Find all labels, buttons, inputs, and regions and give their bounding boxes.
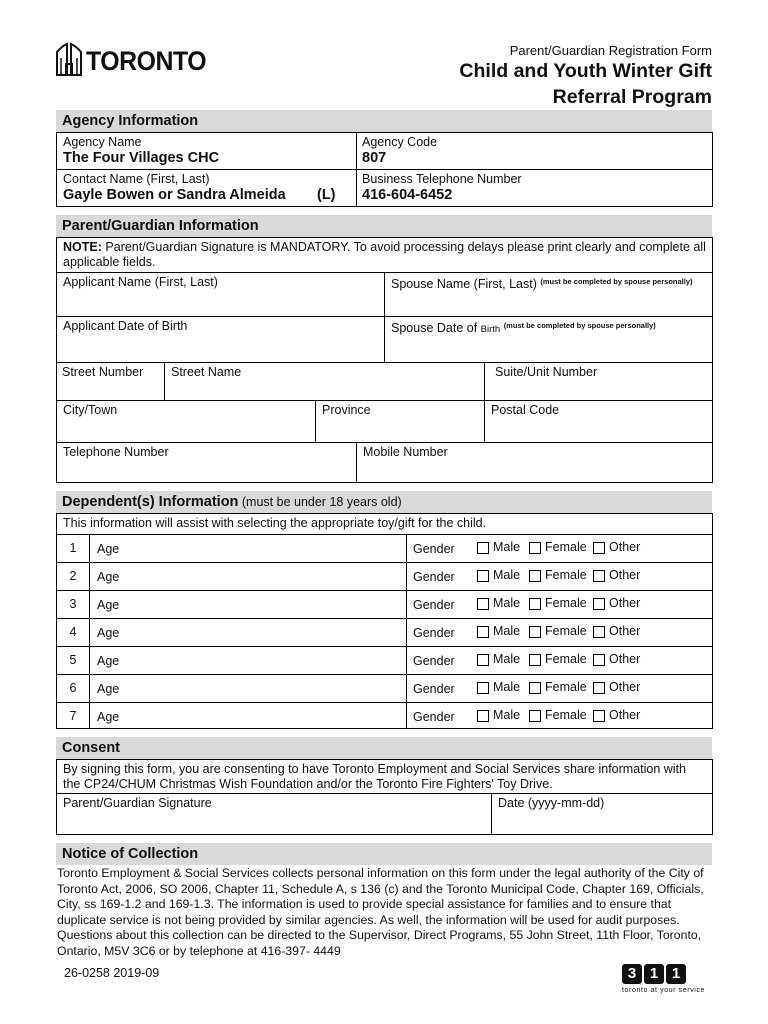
agency-code-value: 807: [362, 150, 387, 166]
postal-code-field[interactable]: Postal Code: [491, 403, 560, 417]
other-checkbox[interactable]: [593, 542, 605, 554]
gender-label: Gender: [413, 570, 455, 584]
mobile-field[interactable]: Mobile Number: [363, 445, 448, 459]
male-checkbox[interactable]: [477, 542, 489, 554]
agency-section-header: Agency Information: [56, 110, 712, 132]
gender-label: Gender: [413, 542, 455, 556]
business-phone-field[interactable]: [356, 170, 712, 207]
dependent-row: [57, 702, 712, 731]
female-option-label: Female: [545, 568, 587, 582]
age-field[interactable]: Age: [97, 598, 120, 612]
dependent-number: 1: [69, 541, 77, 555]
agency-code-field[interactable]: [356, 133, 712, 169]
form-type: Parent/Guardian Registration Form: [509, 43, 712, 58]
mandatory-note: NOTE: Parent/Guardian Signature is MANDATORY. To avoid processing delays please print clearly and complete all applicable fields.: [63, 240, 706, 269]
female-checkbox[interactable]: [529, 682, 541, 694]
notice-section-header: Notice of Collection: [56, 843, 712, 865]
city-hall-icon: [56, 42, 82, 76]
female-option-label: Female: [545, 624, 587, 638]
gender-label: Gender: [413, 654, 455, 668]
male-checkbox[interactable]: [477, 626, 489, 638]
female-option-label: Female: [545, 540, 587, 554]
gender-label: Gender: [413, 598, 455, 612]
age-field[interactable]: Age: [97, 542, 120, 556]
female-option-label: Female: [545, 708, 587, 722]
spouse-name-field[interactable]: Spouse Name (First, Last) $^{(must be completed by spouse personally)}$: [391, 277, 693, 291]
parent-section-header: Parent/Guardian Information: [56, 215, 712, 237]
other-option-label: Other: [609, 596, 641, 610]
dependent-number: 3: [69, 597, 77, 611]
other-option-label: Other: [609, 652, 641, 666]
business-phone-value: 416-604-6452: [362, 187, 453, 203]
dependents-table: [56, 513, 713, 729]
form-code: 26-0258 2019-09: [64, 966, 160, 980]
contact-suffix: (L): [317, 187, 336, 203]
female-checkbox[interactable]: [529, 654, 541, 666]
parent-info-box: [56, 237, 713, 483]
other-checkbox[interactable]: [593, 654, 605, 666]
311-digit: 1: [666, 964, 686, 984]
telephone-field[interactable]: Telephone Number: [63, 445, 169, 459]
female-option-label: Female: [545, 652, 587, 666]
consent-text: By signing this form, you are consenting to have Toronto Employment and Social Services share information with the CP24/CHUM Christmas Wish Foundation and/or the Toronto Fire Fighters' Toy Drive.: [63, 762, 687, 791]
gender-label: Gender: [413, 682, 455, 696]
female-checkbox[interactable]: [529, 598, 541, 610]
male-option-label: Male: [493, 708, 521, 722]
agency-name-label: Agency Name: [63, 135, 142, 149]
contact-name-label: Contact Name (First, Last): [63, 172, 210, 186]
agency-name-value: The Four Villages CHC: [63, 150, 220, 166]
contact-name-field[interactable]: [57, 170, 356, 207]
dependent-row: [57, 534, 712, 563]
other-option-label: Other: [609, 624, 641, 638]
spouse-dob-note: (must be completed by spouse personally): [503, 321, 656, 330]
gender-label: Gender: [413, 626, 455, 640]
age-field[interactable]: Age: [97, 654, 120, 668]
other-option-label: Other: [609, 680, 641, 694]
contact-name-value: Gayle Bowen or Sandra Almeida (L): [63, 187, 336, 203]
title-line-2: Referral Program: [552, 86, 712, 108]
male-option-label: Male: [493, 596, 521, 610]
other-checkbox[interactable]: [593, 626, 605, 638]
other-option-label: Other: [609, 708, 641, 722]
dependents-age-note: (must be under 18 years old): [238, 495, 402, 509]
spouse-name-note: (must be completed by spouse personally): [540, 277, 693, 286]
dependent-row: [57, 674, 712, 703]
applicant-dob-field[interactable]: Applicant Date of Birth: [63, 319, 188, 333]
date-field[interactable]: Date (yyyy-mm-dd): [498, 796, 605, 810]
dependents-section-header: Dependent(s) Information (must be under 18 years old): [56, 491, 712, 513]
dependent-number: 6: [69, 681, 77, 695]
spouse-dob-birth: Birth: [480, 324, 501, 335]
female-option-label: Female: [545, 596, 587, 610]
female-checkbox[interactable]: [529, 542, 541, 554]
dependent-number: 4: [69, 625, 77, 639]
dependent-row: [57, 618, 712, 647]
female-option-label: Female: [545, 680, 587, 694]
dependent-number: 2: [69, 569, 77, 583]
age-field[interactable]: Age: [97, 626, 120, 640]
street-number-field[interactable]: Street Number: [62, 365, 144, 379]
logo-wordmark: TORONTO: [86, 46, 207, 76]
male-checkbox[interactable]: [477, 710, 489, 722]
other-checkbox[interactable]: [593, 710, 605, 722]
311-digit: 3: [622, 964, 642, 984]
age-field[interactable]: Age: [97, 710, 120, 724]
dependents-intro: This information will assist with selecting the appropriate toy/gift for the child.: [63, 516, 487, 530]
female-checkbox[interactable]: [529, 710, 541, 722]
consent-section-header: Consent: [56, 737, 712, 759]
suite-field[interactable]: Suite/Unit Number: [495, 365, 598, 379]
other-option-label: Other: [609, 540, 641, 554]
male-checkbox[interactable]: [477, 654, 489, 666]
toronto-logo: [56, 38, 217, 76]
male-checkbox[interactable]: [477, 598, 489, 610]
male-checkbox[interactable]: [477, 570, 489, 582]
dependent-row: [57, 590, 712, 619]
female-checkbox[interactable]: [529, 570, 541, 582]
male-option-label: Male: [493, 540, 521, 554]
agency-info-box: [56, 132, 713, 207]
dependent-row: [57, 562, 712, 591]
page-title: [459, 58, 712, 110]
applicant-name-field[interactable]: Applicant Name (First, Last): [63, 275, 218, 289]
male-option-label: Male: [493, 652, 521, 666]
gender-label: Gender: [413, 710, 455, 724]
other-checkbox[interactable]: [593, 598, 605, 610]
signature-field[interactable]: Parent/Guardian Signature: [63, 796, 212, 810]
title-line-1: Child and Youth Winter Gift: [459, 60, 712, 82]
female-checkbox[interactable]: [529, 626, 541, 638]
other-checkbox[interactable]: [593, 570, 605, 582]
other-option-label: Other: [609, 568, 641, 582]
street-name-field[interactable]: Street Name: [171, 365, 242, 379]
city-field[interactable]: City/Town: [63, 403, 118, 417]
male-checkbox[interactable]: [477, 682, 489, 694]
311-digit: 1: [644, 964, 664, 984]
other-checkbox[interactable]: [593, 682, 605, 694]
business-phone-label: Business Telephone Number: [362, 172, 522, 186]
dependent-number: 7: [69, 709, 77, 723]
spouse-dob-field[interactable]: Spouse Date of Birth $^{(must be completed by spouse personally)}$: [391, 321, 656, 335]
age-field[interactable]: Age: [97, 682, 120, 696]
agency-name-field[interactable]: [57, 133, 356, 169]
notice-text: Toronto Employment & Social Services collects personal information on this form under the legal authority of the City of Toronto Act, 2006, SO 2006, Chapter 11, Schedule A, s 136 (c) and the Toronto Municipal Code, Chapter 169, Officials, City, ss 169-1.2 and 169-1.3. The information is used to provide special assistance for families and to ensure that duplicate service is not being provided by similar agencies. As well, the information will be used for audit purposes. Questions about this collection can be directed to the Supervisor, Direct Programs, 55 John Street, 11th Floor, Toronto, Ontario, M5V 3C6 or by telephone at 416-397- 4449: [57, 866, 704, 958]
311-tagline: toronto at your service: [622, 987, 706, 994]
male-option-label: Male: [493, 680, 521, 694]
male-option-label: Male: [493, 568, 521, 582]
agency-code-label: Agency Code: [362, 135, 438, 149]
dependent-number: 5: [69, 653, 77, 667]
male-option-label: Male: [493, 624, 521, 638]
age-field[interactable]: Age: [97, 570, 120, 584]
province-field[interactable]: Province: [322, 403, 371, 417]
311-logo: [622, 964, 705, 994]
consent-box: [56, 759, 713, 835]
dependent-row: [57, 646, 712, 675]
